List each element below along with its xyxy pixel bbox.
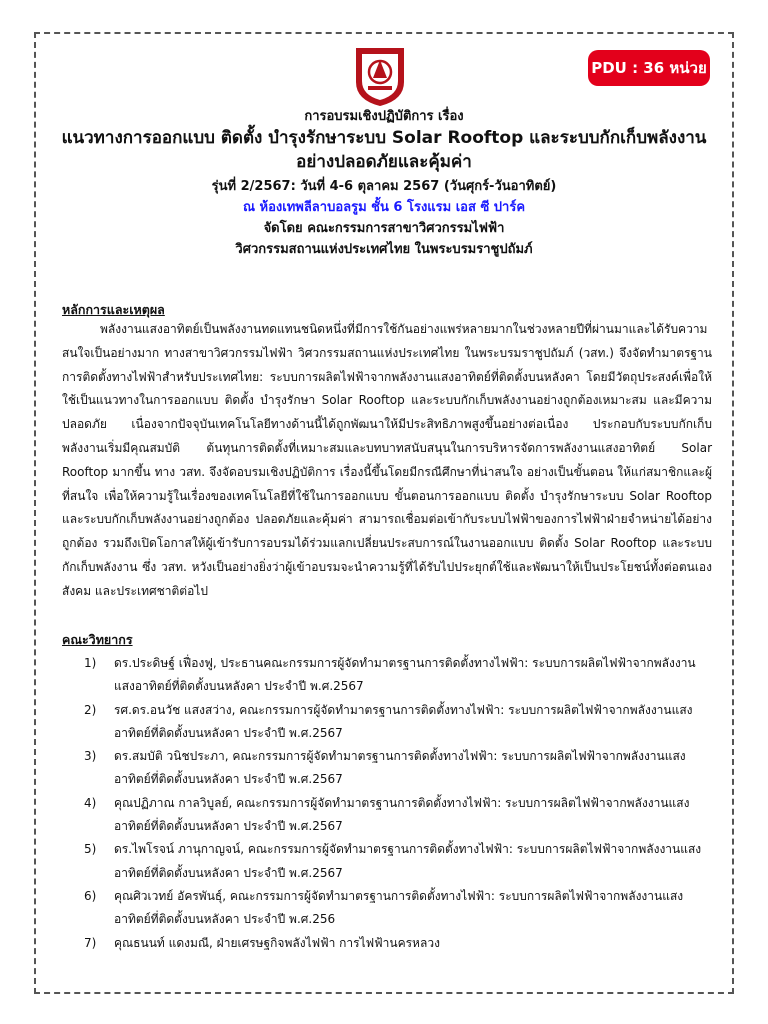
item-number: 5) [84,842,97,857]
list-item [84,838,716,885]
item-number: 1) [84,656,97,670]
item-number: 2) [84,702,97,717]
organizer-line1: จัดโดย คณะกรรมการสาขาวิศวกรรมไฟฟ้า [263,221,505,236]
speaker-text: คุณศิวเวทย์ อัครพันธุ์, คณะกรรมการผู้จัดทำมาตรฐานการติดตั้งทางไฟฟ้า: ระบบการผลิตไฟฟ้าจากพลังงานแสงอาทิตย์ที่ติดตั้งบนหลังคา ประจำปี พ.ศ.256 [114,888,684,927]
speaker-text: คุณปฏิภาณ กาลวิบูลย์, คณะกรรมการผู้จัดทำมาตรฐานการติดตั้งทางไฟฟ้า: ระบบการผลิตไฟฟ้าจากพลังงานแสงอาทิตย์ที่ติดตั้งบนหลังคา ประจำปี พ.ศ.2567 [114,795,690,834]
venue: ณ ห้องเทพลีลาบอลรูม ชั้น 6 โรงแรม เอส ซี ปาร์ค [242,200,526,215]
item-number: 3) [84,749,97,764]
principles-heading: หลักการและเหตุผล [62,302,165,317]
session-date: รุ่นที่ 2/2567: วันที่ 4-6 ตุลาคม 2567 (วันศุกร์-วันอาทิตย์) [211,179,557,194]
organizer-line2: วิศวกรรมสถานแห่งประเทศไทย ในพระบรมราชูปถัมภ์ [235,242,533,257]
speaker-list [84,652,716,955]
workshop-title-line2: อย่างปลอดภัยและคุ้มค่า [296,152,472,172]
speaker-text: ดร.สมบัติ วนิชประภา, คณะกรรมการผู้จัดทำมาตรฐานการติดตั้งทางไฟฟ้า: ระบบการผลิตไฟฟ้าจากพลังงานแสงอาทิตย์ที่ติดตั้งบนหลังคา ประจำปี พ.ศ.2567 [114,749,686,787]
workshop-title-line1: แนวทางการออกแบบ ติดตั้ง บำรุงรักษาระบบ Solar Rooftop และระบบกักเก็บพลังงาน [61,128,707,148]
list-item [84,885,716,932]
speaker-text: ดร.ประดิษฐ์ เฟื่องฟู, ประธานคณะกรรมการผู้จัดทำมาตรฐานการติดตั้งทางไฟฟ้า: ระบบการผลิตไฟฟ้าจากพลังงานแสงอาทิตย์ที่ติดตั้งบนหลังคา ประจำปี พ.ศ.2567 [114,656,696,694]
list-item [84,745,716,792]
speakers-heading: คณะวิทยากร [62,632,133,647]
workshop-subtitle: การอบรมเชิงปฏิบัติการ เรื่อง [304,109,464,124]
list-item [84,652,716,699]
principles-body: พลังงานแสงอาทิตย์เป็นพลังงานทดแทนชนิดหนึ่งที่มีการใช้กันอย่างแพร่หลายมากในช่วงหลายปีที่ผ่านมาและได้รับความสนใจเป็นอย่างมาก ทางสาขาวิศวกรรมไฟฟ้า วิศวกรรมสถานแห่งประเทศไทย ในพระบรมราชูปถัมภ์ (วสท.) จึงจัดทำมาตรฐานการติดตั้งทางไฟฟ้าสำหรับประเทศไทย: ระบบการผลิตไฟฟ้าจากพลังงานแสงอาทิตย์ที่ติดตั้งบนหลังคา โดยมีวัตถุประสงค์เพื่อให้ใช้เป็นแนวทางในการออกแบบ ติดตั้ง บำรุงรักษา Solar Rooftop และระบบกักเก็บพลังงานอย่างถูกต้องเหมาะสม และมีความปลอดภัย เนื่องจากปัจจุบันเทคโนโลยีทางด้านนี้ได้ถูกพัฒนาให้มีประสิทธิภาพสูงขึ้นอย่างต่อเนื่อง ประกอบกับระบบกักเก็บพลังงานเริ่มมีคุณสมบัติ ต้นทุนการติดตั้งที่เหมาะสมและบทบาทสนับสนุนในการบริหารจัดการพลังงานแสงอาทิตย์ Solar Rooftop มากขึ้น ทาง วสท. จึงจัดอบรมเชิงปฏิบัติการ เรื่องนี้ขึ้นโดยมีกรณีศึกษาที่น่าสนใจ อย่างเป็นขั้นตอน ให้แก่สมาชิกและผู้ที่สนใจ เพื่อให้ความรู้ในเรื่องของเทคโนโลยีที่ใช้ในการออกแบบ ขั้นตอนการออกแบบ ติดตั้ง บำรุงรักษาระบบ Solar Rooftop และระบบกักเก็บพลังงานอย่างถูกต้อง ปลอดภัยและคุ้มค่า สามารถเชื่อมต่อเข้ากับระบบไฟฟ้าของการไฟฟ้าฝ่ายจำหน่ายได้อย่างถูกต้อง รวมถึงเปิดโอกาสให้ผู้เข้ารับการอบรมได้ร่วมแลกเปลี่ยนประสบการณ์ในงานออกแบบ ติดตั้ง Solar Rooftop และระบบกักเก็บพลังงาน ซึ่ง วสท. หวังเป็นอย่างยิ่งว่าผู้เข้าอบรมจะนำความรู้ที่ได้รับไปประยุกต์ใช้และพัฒนาให้เป็นประโยชน์ทั้งต่อตนเอง สังคม และประเทศชาติต่อไป [62,322,712,598]
speaker-text: คุณธนนท์ แดงมณี, ฝ่ายเศรษฐกิจพลังไฟฟ้า การไฟฟ้านครหลวง [114,935,440,950]
item-number: 7) [84,935,97,950]
list-item [84,792,716,839]
list-item [84,699,716,746]
document-header [40,108,728,260]
list-item [84,932,716,955]
pdu-badge: PDU : 36 หน่วย [588,50,710,86]
item-number: 6) [84,888,97,903]
speaker-text: รศ.ดร.อนวัช แสงสว่าง, คณะกรรมการผู้จัดทำมาตรฐานการติดตั้งทางไฟฟ้า: ระบบการผลิตไฟฟ้าจากพลังงานแสงอาทิตย์ที่ติดตั้งบนหลังคา ประจำปี พ.ศ.2567 [114,702,693,740]
item-number: 4) [84,795,97,810]
eit-logo-emblem [352,44,408,108]
speaker-text: ดร.ไพโรจน์ ภานุกาญจน์, คณะกรรมการผู้จัดทำมาตรฐานการติดตั้งทางไฟฟ้า: ระบบการผลิตไฟฟ้าจากพลังงานแสงอาทิตย์ที่ติดตั้งบนหลังคา ประจำปี พ.ศ.2567 [114,842,702,880]
